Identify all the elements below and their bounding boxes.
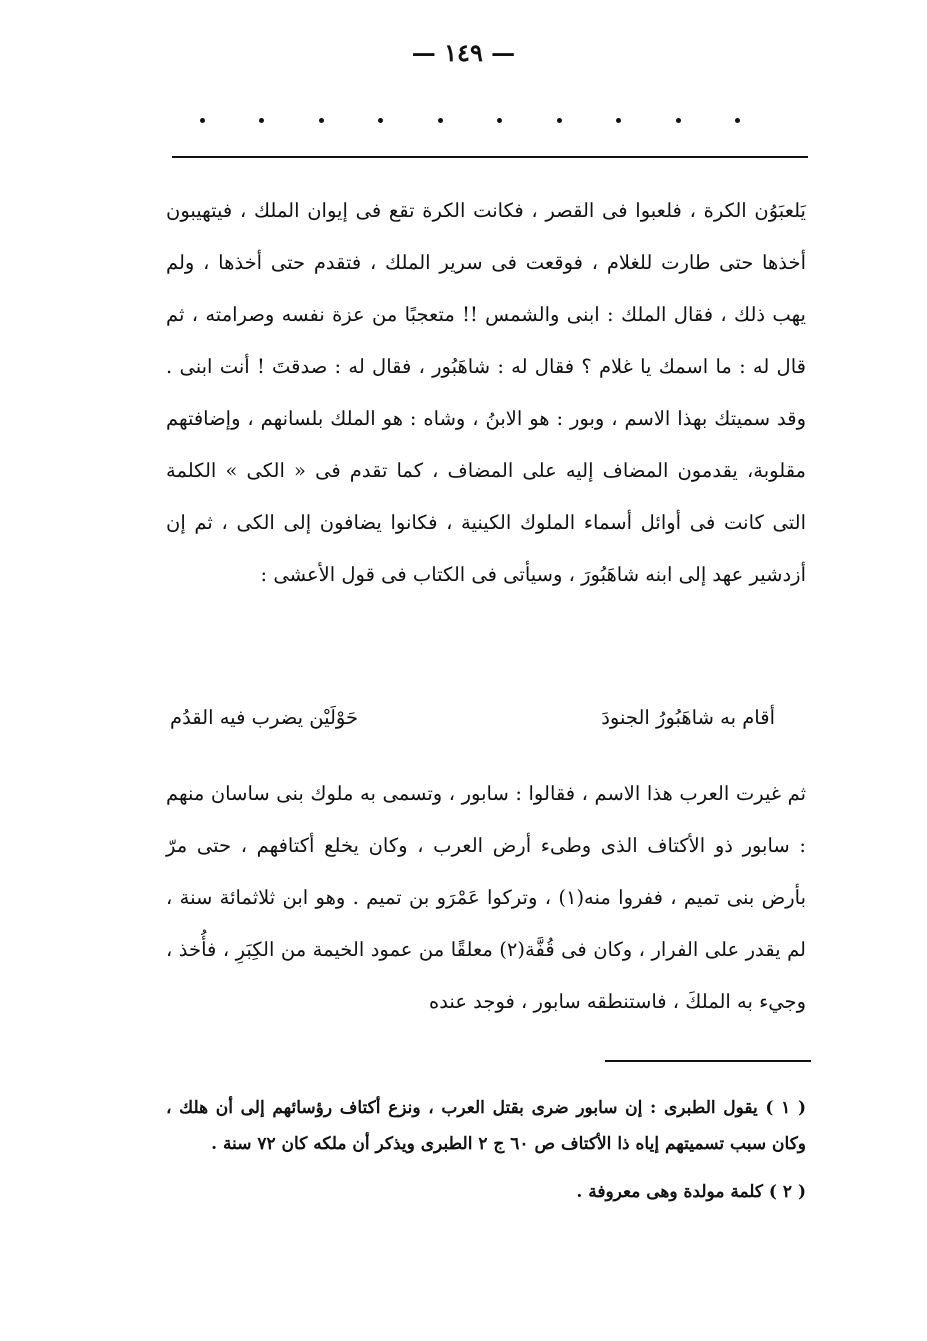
footnotes xyxy=(166,1090,806,1222)
header-rule xyxy=(172,156,808,158)
ornamental-dots xyxy=(200,118,740,123)
dot xyxy=(676,118,681,123)
dot xyxy=(378,118,383,123)
dot xyxy=(557,118,562,123)
dot xyxy=(438,118,443,123)
footnote-2: ( ٢ ) كلمة مولدة وهى معروفة . xyxy=(576,1182,806,1202)
paragraph: يَلعبَوُن الكرة ، فلعبوا فى القصر ، فكانت الكرة تقع فى إيوان الملك ، فيتهيبون أخذها حتى طارت للغلام ، فوقعت فى سرير الملك ، فتقدم حتى أخذها ، ولم يهب ذلك ، فقال الملك : ابنى والشمس !! متعجبًا من عزة نفسه وصرامته ، ثم قال له : ما اسمك يا غلام ؟ فقال له : شاهَبُور ، فقال له : صدقتَ ! أنت ابنى . وقد سميتك بهذا الاسم ، وبور : هو الابنُ ، وشاه : هو الملك بلسانهم ، وإضافتهم مقلوبة، يقدمون المضاف إليه على المضاف ، كما تقدم فى « الكى » الكلمة التى كانت فى أوائل أسماء الملوك الكينية ، فكانوا يضافون إلى الكى ، ثم إن أزدشير عهد إلى ابنه شاهَبُورَ ، وسيأتى فى الكتاب فى قول الأعشى : xyxy=(166,199,806,586)
verse-first-hemistich: أقام به شاهَبُورُ الجنودَ xyxy=(601,706,775,729)
poetry-verse xyxy=(170,698,775,738)
footnote-1: ( ١ ) يقول الطبرى : إن سابور ضرى بقتل العرب ، ونزع أكتاف رؤسائهم إلى أن هلك ، وكان سبب تسميتهم إياه ذا الأكتاف ص ٦٠ ج ٢ الطبرى ويذكر أن ملكه كان ٧٢ سنة . xyxy=(166,1098,806,1154)
dot xyxy=(497,118,502,123)
paragraph: ثم غيرت العرب هذا الاسم ، فقالوا : سابور ، وتسمى به ملوك بنى ساسان منهم : سابور ذو الأكتاف الذى وطىء أرض العرب ، وكان يخلع أكتافهم ، حتى مرّ بأرض بنى تميم ، ففروا منه(١) ، وتركوا عَمْرَو بن تميم . وهو ابن ثلاثمائة سنة ، لم يقدر على الفرار ، وكان فى قُفَّة(٢) معلقًا من عمود الخيمة من الكِبَرِ ، فأُخذ ، وجيء به الملكَ ، فاستنطقه سابور ، فوجد عنده xyxy=(166,782,806,1013)
dot xyxy=(735,118,740,123)
dot xyxy=(319,118,324,123)
main-text-block-2 xyxy=(166,768,806,1028)
footnote-rule xyxy=(605,1060,811,1062)
verse-second-hemistich: حَوْلَيْن يضرب فيه القدُم xyxy=(170,706,359,729)
dot xyxy=(616,118,621,123)
main-text-block-1 xyxy=(166,185,806,601)
dot xyxy=(259,118,264,123)
page-number: — ١٤٩ — xyxy=(411,38,516,67)
dot xyxy=(200,118,205,123)
